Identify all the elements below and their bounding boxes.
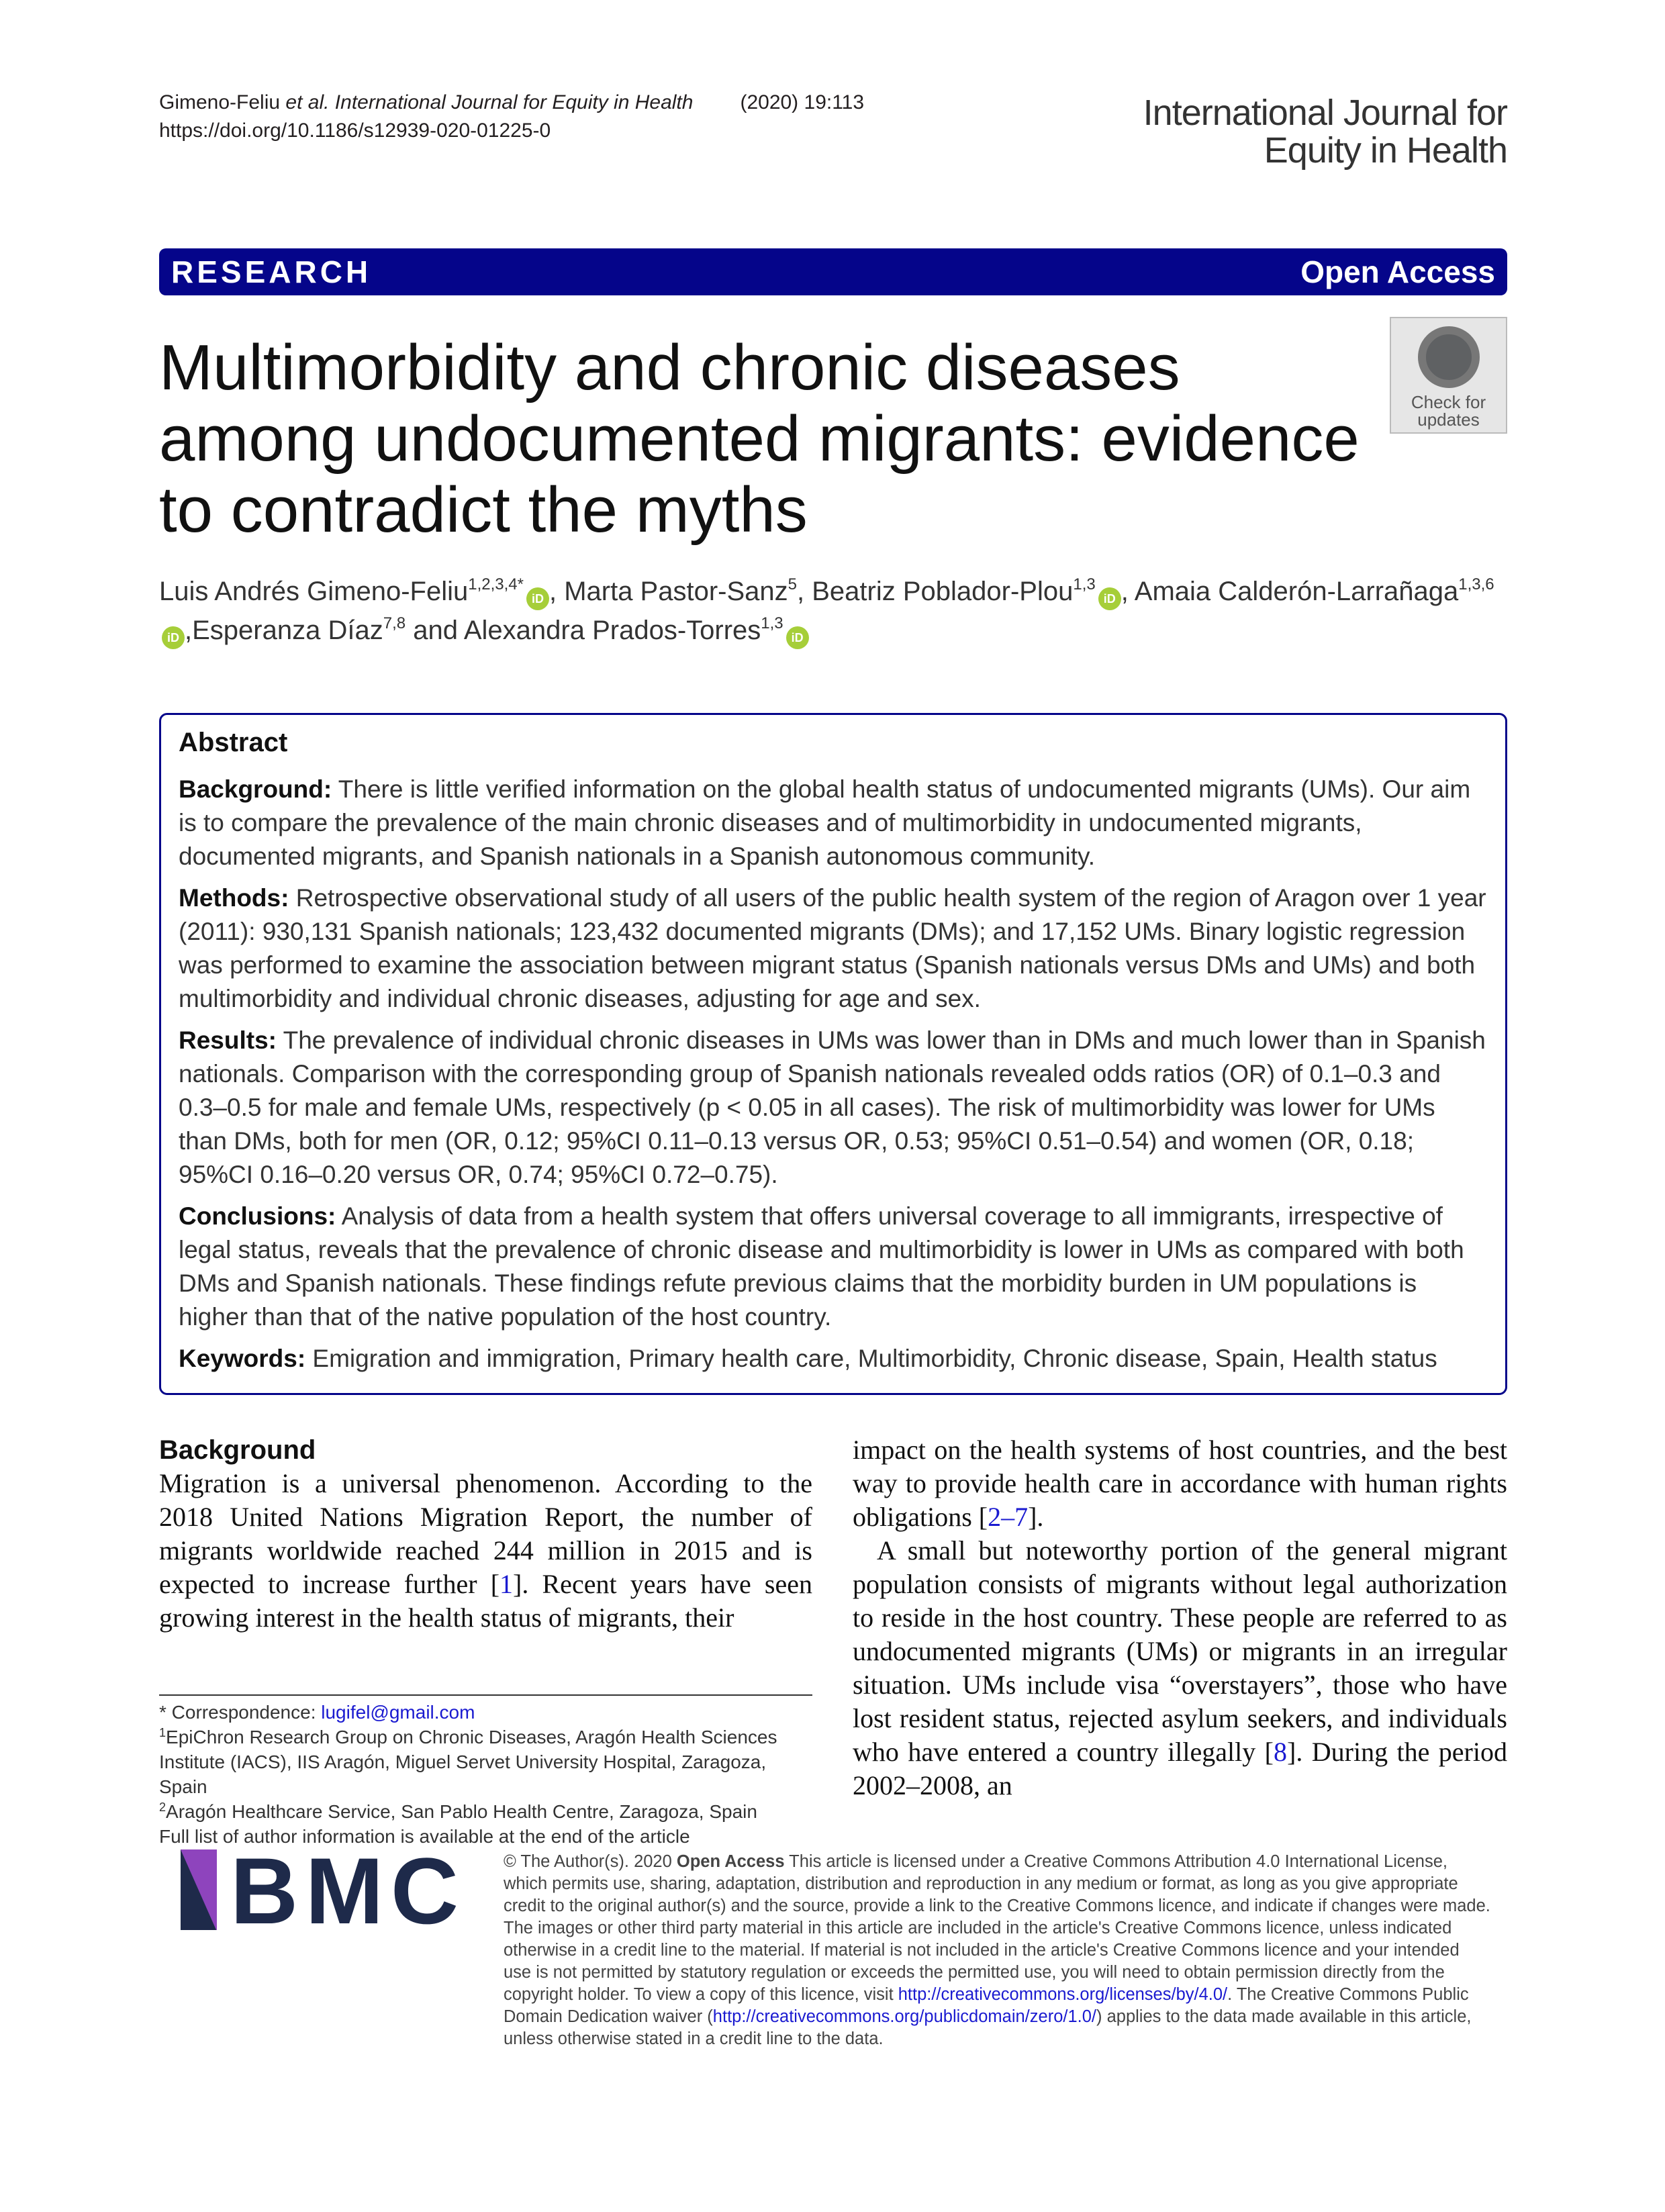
section-heading-background: Background xyxy=(159,1435,316,1465)
text: This article is licensed under a Creative Commons Attribution 4.0 International License, which permits use, sharing, adaptation, distribution and reproduction in any medium or format, as long as you give appropriate credit to the original author(s) and the source, provide a link to the Creative Commons licence, and indicate if changes were made. The images or other third party material in this article are included in the article's Creative Commons licence, unless indicated otherwise in a credit line to the material. If material is not included in the article's Creative Commons licence and your intended use is not permitted by statutory regulation or exceeds the permitted use, you will need to obtain permission directly from the copyright holder. To view a copy of this licence, visit xyxy=(504,1852,1490,2004)
journal-line1: International Journal for xyxy=(1143,93,1507,133)
crossmark-icon xyxy=(1418,326,1480,388)
author[interactable] xyxy=(812,577,1135,606)
text: ) applies to the data made available in this article, unless otherwise stated in a credit line to the data. xyxy=(504,2007,1472,2048)
author-affiliation-sup: 5 xyxy=(788,575,798,593)
author-affiliation-sup: 1,2,3,4* xyxy=(468,575,524,593)
orcid-icon[interactable]: iD xyxy=(162,626,185,649)
citation-link[interactable]: 8 xyxy=(1274,1737,1287,1767)
author[interactable] xyxy=(159,577,564,606)
author-info-note: Full list of author information is available at the end of the article xyxy=(159,1826,690,1847)
text: Migration is a universal phenomenon. According to the 2018 United Nations Migration Report, the number of migrants worldwide reached 244 million in 2015 and is expected to increase further [ xyxy=(159,1468,812,1599)
aff-sup: 1 xyxy=(159,1726,166,1739)
body-right-column xyxy=(853,1433,1507,1802)
orcid-icon[interactable]: iD xyxy=(786,626,809,649)
open-access-label: Open Access xyxy=(1300,254,1495,289)
footnote-divider xyxy=(159,1694,812,1696)
running-header xyxy=(159,89,864,145)
paragraph xyxy=(853,1433,1507,1534)
header-journal: International Journal for Equity in Health xyxy=(334,91,694,113)
paragraph xyxy=(853,1534,1507,1802)
separator: , xyxy=(549,577,565,606)
author-affiliation-sup: 1,3 xyxy=(761,614,783,632)
text: ]. During the period 2002–2008, an xyxy=(853,1737,1507,1800)
affiliation-2: Aragón Healthcare Service, San Pablo Health Centre, Zaragoza, Spain xyxy=(166,1801,757,1822)
footnotes xyxy=(159,1700,817,1849)
header-etal: et al. xyxy=(285,91,330,113)
text: ]. Recent years have seen growing interest in the health status of migrants, their xyxy=(159,1569,812,1633)
separator: , xyxy=(185,616,193,645)
abstract-section xyxy=(179,773,1488,873)
cc0-link[interactable]: http://creativecommons.org/publicdomain/zero/1.0/ xyxy=(712,2007,1096,2026)
orcid-icon[interactable]: iD xyxy=(1098,587,1121,610)
author-affiliation-sup: 1,3 xyxy=(1073,575,1096,593)
text: . The Creative Commons Public Domain Dedication waiver ( xyxy=(504,1985,1469,2026)
article-title: Multimorbidity and chronic diseases among undocumented migrants: evidence to contradict the myths xyxy=(159,332,1360,546)
cc-by-link[interactable]: http://creativecommons.org/licenses/by/4.0/ xyxy=(898,1985,1228,2004)
journal-line2: Equity in Health xyxy=(1264,130,1507,171)
abstract-section-label: Results: xyxy=(179,1026,277,1054)
check-line1: Check for xyxy=(1411,392,1486,412)
author[interactable] xyxy=(192,616,464,645)
author-name: Esperanza Díaz xyxy=(192,616,383,645)
header-citation: (2020) 19:113 xyxy=(740,91,865,113)
abstract-section-label: Keywords: xyxy=(179,1345,306,1372)
check-for-updates-button[interactable] xyxy=(1390,317,1507,434)
bmc-logo xyxy=(178,1843,467,1930)
author-name: Luis Andrés Gimeno-Feliu xyxy=(159,577,469,606)
separator: and xyxy=(406,616,464,645)
abstract-section xyxy=(179,1342,1488,1376)
paragraph xyxy=(159,1467,812,1635)
author[interactable] xyxy=(464,616,809,645)
author-affiliation-sup: 7,8 xyxy=(383,614,406,632)
abstract-section-label: Methods: xyxy=(179,884,289,912)
license-text xyxy=(504,1851,1490,2050)
article-type: RESEARCH xyxy=(171,254,372,289)
author-list xyxy=(159,572,1515,650)
citation-link[interactable]: 1 xyxy=(500,1569,514,1599)
author-name: Beatriz Poblador-Plou xyxy=(812,577,1074,606)
abstract-section-text: Retrospective observational study of all users of the public health system of the region of Aragon over 1 year (2011): 930,131 Spanish nationals; 123,432 documented migrants (DMs); and 17,152 UMs. Binary logistic regression was performed to examine the association between migrant status (Spanish nationals versus DMs and UMs) and both multimorbidity and individual chronic diseases, adjusting for age and sex. xyxy=(179,884,1486,1012)
correspondence-email-link[interactable]: lugifel@gmail.com xyxy=(321,1702,475,1723)
citation-link[interactable]: 2–7 xyxy=(988,1502,1029,1532)
abstract-section-label: Background: xyxy=(179,775,332,803)
abstract-section-text: The prevalence of individual chronic diseases in UMs was lower than in DMs and much lower than in Spanish nationals. Comparison with the corresponding group of Spanish nationals revealed odds ratios (OR) of 0.1–0.3 and 0.3–0.5 for male and female UMs, respectively (p < 0.05 in all cases). The risk of multimorbidity was lower for UMs than DMs, both for men (OR, 0.12; 95%CI 0.11–0.13 versus OR, 0.53; 95%CI 0.51–0.54) and women (OR, 0.18; 95%CI 0.16–0.20 versus OR, 0.74; 95%CI 0.72–0.75). xyxy=(179,1026,1486,1188)
abstract-section-label: Conclusions: xyxy=(179,1202,336,1230)
text: impact on the health systems of host countries, and the best way to provide health care in accordance with human rights obligations [ xyxy=(853,1435,1507,1532)
abstract-section-text: Emigration and immigration, Primary health care, Multimorbidity, Chronic disease, Spain, Health status xyxy=(305,1345,1437,1372)
journal-logo xyxy=(1143,94,1507,169)
open-access-bold: Open Access xyxy=(676,1852,785,1871)
author[interactable] xyxy=(564,577,812,606)
body-left-column xyxy=(159,1433,812,1635)
header-authors: Gimeno-Feliu xyxy=(159,91,281,113)
abstract-section xyxy=(179,881,1488,1016)
article-type-banner xyxy=(159,248,1507,295)
affiliation-1: EpiChron Research Group on Chronic Diseases, Aragón Health Sciences Institute (IACS), IIS Aragón, Miguel Servet University Hospital, Zaragoza, Spain xyxy=(159,1727,777,1797)
correspondence-label: * Correspondence: xyxy=(159,1702,322,1723)
abstract-box xyxy=(159,713,1507,1395)
abstract-section-text: There is little verified information on the global health status of undocumented migrants (UMs). Our aim is to compare the prevalence of the main chronic diseases and of multimorbidity in undocumented migrants, documented migrants, and Spanish nationals in a Spanish autonomous community. xyxy=(179,775,1471,870)
text: © The Author(s). 2020 xyxy=(504,1852,677,1871)
abstract-section xyxy=(179,1200,1488,1334)
text: A small but noteworthy portion of the general migrant population consists of migrants without legal authorization to reside in the host country. These people are referred to as undocumented migrants (UMs) or migrants in an irregular situation. UMs include visa “overstayers”, those who have lost resident status, rejected asylum seekers, and individuals who have entered a country illegally [ xyxy=(853,1535,1507,1767)
abstract-heading: Abstract xyxy=(179,728,288,757)
separator: , xyxy=(1121,577,1135,606)
doi-link[interactable]: https://doi.org/10.1186/s12939-020-01225-0 xyxy=(159,119,551,142)
author-name: Marta Pastor-Sanz xyxy=(564,577,788,606)
author-name: Amaia Calderón-Larrañaga xyxy=(1134,577,1459,606)
orcid-icon[interactable]: iD xyxy=(526,587,549,610)
check-line2: updates xyxy=(1417,410,1480,430)
abstract-section-text: Analysis of data from a health system that offers universal coverage to all immigrants, irrespective of legal status, reveals that the prevalence of chronic disease and multimorbidity is lower in UMs as compared with both DMs and Spanish nationals. These findings refute previous claims that the morbidity burden in UM populations is higher than that of the native population of the host country. xyxy=(179,1202,1464,1331)
text: ]. xyxy=(1028,1502,1044,1532)
logo-text: BMC xyxy=(230,1843,459,1930)
author-affiliation-sup: 1,3,6 xyxy=(1458,575,1494,593)
author-name: Alexandra Prados-Torres xyxy=(463,616,761,645)
separator: , xyxy=(797,577,812,606)
aff-sup: 2 xyxy=(159,1800,166,1814)
abstract-section xyxy=(179,1024,1488,1192)
